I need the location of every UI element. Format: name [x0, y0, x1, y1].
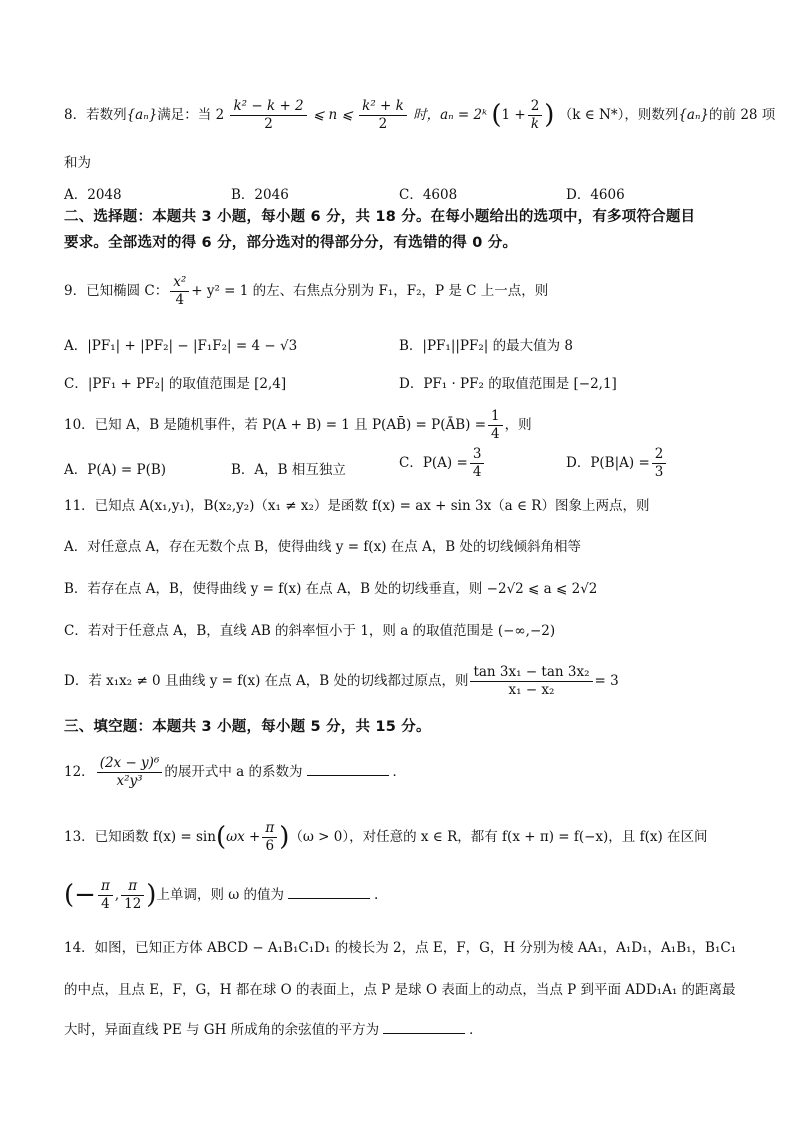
q11-option-d: D．若 x₁x₂ ≠ 0 且曲线 y = f(x) 在点 A，B 处的切线都过原点，则 $\frac{\text{tan 3x₁ − tan 3x₂}}{\text{x₁ − x₂}}$ = 3 [64, 664, 619, 698]
q10-frac: $\frac{1}{4}$ [488, 408, 503, 443]
q10-option-d: D．P(B|A) = $\frac{2}{3}$ [566, 446, 668, 481]
q9-frac: $\frac{\text{x²}}{4}$ [170, 274, 189, 309]
question-9-stem: 9．已知椭圆 C： $\frac{\text{x²}}{4}$ + y² = 1 的左、右焦点分别为 F₁，F₂，P 是 C 上一点，则 [64, 274, 549, 308]
section-2-heading-line1: 二、选择题：本题共 3 小题，每小题 6 分，共 18 分。在每小题给出的选项中，有多项符合题目 [64, 209, 696, 225]
q13-answer-blank[interactable] [288, 897, 370, 899]
question-14-line3: 大时，异面直线 PE 与 GH 所成角的余弦值的平方为 ． [64, 1022, 483, 1038]
q9-option-a: A．|PF₁| + |PF₂| − |F₁F₂| = 4 − √3 [64, 338, 298, 354]
question-12-stem: 12． $\frac{\text{(2x − y)⁶}}{\text{x²y³}}$ 的展开式中 a 的系数为 ． [64, 755, 406, 789]
q8-option-a: A．2048 [64, 187, 122, 203]
q10-option-c: C．P(A) = $\frac{3}{4}$ [399, 446, 486, 481]
question-13-line2: (− $\frac{\pi}{4}$ , $\frac{\pi}{12}$ )上单调，则 ω 的值为 . [64, 878, 379, 912]
q8-seq: {aₙ} [126, 106, 158, 123]
q8-text-mid1: 满足：当 2 [157, 106, 225, 123]
q11-option-c: C．若对于任意点 A，B，直线 AB 的斜率恒小于 1，则 a 的取值范围是 (−∞,−2) [64, 623, 556, 639]
q9-option-d: D．PF₁ · PF₂ 的取值范围是 [−2,1] [399, 376, 617, 392]
q11-d-frac: $\frac{\text{tan 3x₁ − tan 3x₂}}{\text{x₁ − x₂}}$ [470, 664, 592, 699]
question-14-line2: 的中点，且点 E，F，G，H 都在球 O 的表面上，点 P 是球 O 表面上的动点，当点 P 到平面 ADD₁A₁ 的距离最 [64, 982, 736, 998]
q8-frac-1: $\frac{\text{k² − k + 2}}{2}$ [230, 98, 306, 133]
q10-option-a: A．P(A) = P(B) [64, 462, 167, 478]
q12-frac: $\frac{\text{(2x − y)⁶}}{\text{x²y³}}$ [97, 755, 163, 790]
q8-option-c: C．4608 [399, 187, 458, 203]
q13-frac: $\frac{\pi}{6}$ [262, 820, 277, 855]
question-10-stem: 10．已知 A，B 是随机事件，若 P(A + B) = 1 且 P(AB̄) = P(ĀB) = $\frac{1}{4}$ ，则 [64, 408, 532, 442]
q14-answer-blank[interactable] [383, 1032, 465, 1034]
q8-frac-3: $\frac{2}{k}$ [528, 98, 543, 133]
question-8-stem: 8．若数列{aₙ}满足：当 2 $\frac{\text{k² − k + 2}}{2}$ ⩽ n ⩽ $\frac{\text{k² + k}}{2}$ 时，aₙ = 2ᵏ (1 + $\frac{2}{k}$ ) （k ∈ N*），则数列{aₙ}的前 28 项 [64, 98, 776, 132]
q8-ineq: ⩽ n ⩽ [312, 106, 353, 123]
question-13-stem: 13．已知函数 f(x) = sin(ωx + $\frac{\pi}{6}$ )（ω > 0），对任意的 x ∈ R，都有 f(x + π) = f(−x)，且 f(x) 在区间 [64, 820, 708, 854]
q8-frac-2: $\frac{\text{k² + k}}{2}$ [359, 98, 407, 133]
q8-text-pre: 8．若数列 [64, 106, 127, 123]
q11-option-a: A．对任意点 A，存在无数个点 B，使得曲线 y = f(x) 在点 A，B 处的切线倾斜角相等 [64, 539, 582, 555]
q12-answer-blank[interactable] [307, 774, 389, 776]
q10-option-b: B．A，B 相互独立 [231, 462, 346, 478]
q8-option-d: D．4606 [566, 187, 625, 203]
question-14-line1: 14．如图，已知正方体 ABCD − A₁B₁C₁D₁ 的棱长为 2，点 E，F，G，H 分别为棱 AA₁，A₁D₁，A₁B₁，B₁C₁ [64, 940, 737, 956]
q9-option-b: B．|PF₁||PF₂| 的最大值为 8 [399, 338, 574, 354]
question-8-line2: 和为 [64, 155, 91, 171]
q9-option-c: C．|PF₁ + PF₂| 的取值范围是 [2,4] [64, 376, 287, 392]
question-11-stem: 11．已知点 A(x₁,y₁)，B(x₂,y₂)（x₁ ≠ x₂）是函数 f(x) = ax + sin 3x（a ∈ R）图象上两点，则 [64, 498, 650, 514]
q8-option-b: B．2046 [231, 187, 289, 203]
q8-condition: （k ∈ N*），则数列 [558, 106, 679, 123]
q11-option-b: B．若存在点 A，B，使得曲线 y = f(x) 在点 A，B 处的切线垂直，则 −2√2 ⩽ a ⩽ 2√2 [64, 581, 598, 597]
section-3-heading: 三、填空题：本题共 3 小题，每小题 5 分，共 15 分。 [64, 719, 431, 735]
section-2-heading-line2: 要求。全部选对的得 6 分，部分选对的得部分分，有选错的得 0 分。 [64, 235, 518, 251]
q8-text-mid2: 时，aₙ = 2ᵏ [413, 106, 488, 123]
